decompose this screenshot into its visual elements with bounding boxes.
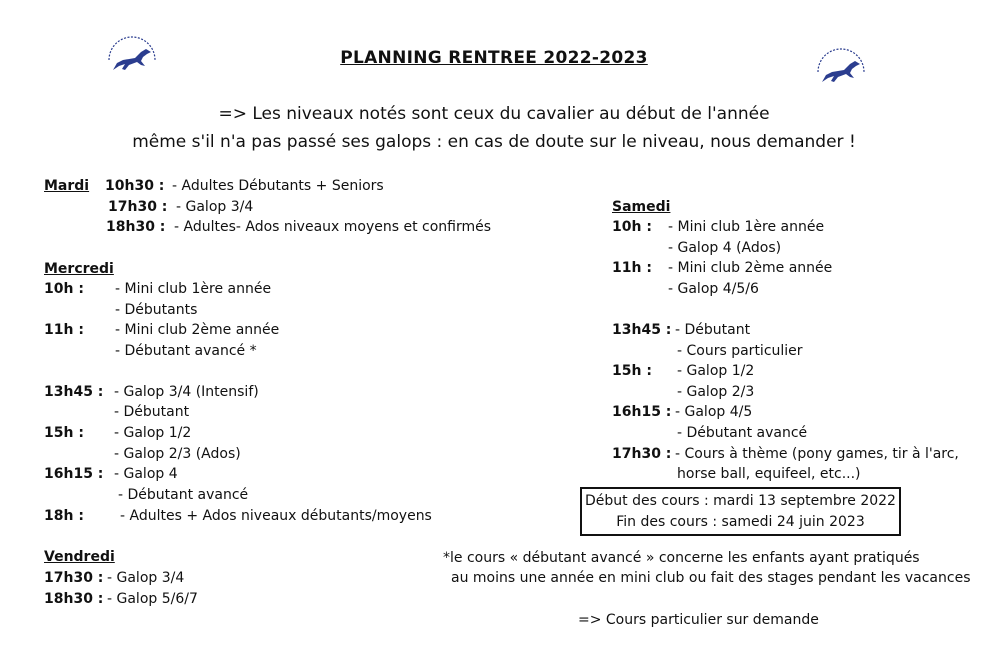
private-lesson-note: => Cours particulier sur demande <box>578 612 819 628</box>
slot-item: - Galop 5/6/7 <box>107 591 198 607</box>
footnote-line-1: *le cours « débutant avancé » concerne les enfants ayant pratiqués <box>443 550 920 566</box>
course-dates-box <box>580 487 901 536</box>
slot-item: - Galop 2/3 <box>677 384 755 400</box>
slot-time: 17h30 : <box>108 199 168 215</box>
slot-time: 13h45 : <box>612 322 672 338</box>
slot-item: - Mini club 1ère année <box>115 281 272 297</box>
slot-time: 16h15 : <box>612 404 672 420</box>
course-end-date: Fin des cours : samedi 24 juin 2023 <box>616 513 865 530</box>
slot-time: 18h : <box>44 508 84 524</box>
slot-item: - Adultes Débutants + Seniors <box>172 178 384 194</box>
slot-item: - Galop 1/2 <box>677 363 755 379</box>
day-heading-samedi: Samedi <box>612 199 671 215</box>
day-heading-mercredi: Mercredi <box>44 261 114 277</box>
slot-time: 13h45 : <box>44 384 104 400</box>
slot-item: - Galop 3/4 <box>176 199 254 215</box>
slot-time: 17h30 : <box>612 446 672 462</box>
slot-item: - Galop 4/5/6 <box>668 281 759 297</box>
slot-time: 18h30 : <box>44 591 104 607</box>
slot-time: 11h : <box>44 322 84 338</box>
slot-item: - Galop 4 <box>114 466 178 482</box>
slot-time: 15h : <box>612 363 652 379</box>
slot-item: - Débutant <box>114 404 190 420</box>
slot-item: - Galop 2/3 (Ados) <box>114 446 241 462</box>
slot-item: - Mini club 2ème année <box>668 260 833 276</box>
slot-item: - Cours particulier <box>677 343 803 359</box>
slot-item: - Adultes- Ados niveaux moyens et confirmés <box>174 219 492 235</box>
slot-time: 11h : <box>612 260 652 276</box>
slot-time: 15h : <box>44 425 84 441</box>
slot-time: 17h30 : <box>44 570 104 586</box>
slot-time: 10h : <box>44 281 84 297</box>
slot-item: - Adultes + Ados niveaux débutants/moyens <box>120 508 432 524</box>
slot-item: - Mini club 2ème année <box>115 322 280 338</box>
slot-time: 18h30 : <box>106 219 166 235</box>
slot-time: 10h : <box>612 219 652 235</box>
slot-item: - Débutant avancé <box>677 425 808 441</box>
footnote-line-2: au moins une année en mini club ou fait des stages pendant les vacances <box>451 570 971 586</box>
slot-item: - Galop 4 (Ados) <box>668 240 782 256</box>
slot-item: horse ball, equifeel, etc...) <box>677 466 861 482</box>
slot-item: - Cours à thème (pony games, tir à l'arc, <box>675 446 959 462</box>
day-heading-mardi: Mardi <box>44 178 90 194</box>
slot-time: 10h30 : <box>105 178 165 194</box>
intro-line-2: même s'il n'a pas passé ses galops : en cas de doute sur le niveau, nous demander ! <box>132 132 856 152</box>
slot-item: - Débutant avancé <box>118 487 249 503</box>
slot-item: - Galop 1/2 <box>114 425 192 441</box>
day-heading-vendredi: Vendredi <box>44 549 115 565</box>
slot-item: - Galop 3/4 (Intensif) <box>114 384 259 400</box>
slot-item: - Débutants <box>115 302 198 318</box>
slot-time: 16h15 : <box>44 466 104 482</box>
slot-item: - Galop 3/4 <box>107 570 185 586</box>
slot-item: - Débutant avancé * <box>115 343 257 359</box>
intro-line-1: => Les niveaux notés sont ceux du cavalier au début de l'année <box>218 104 770 124</box>
slot-item: - Mini club 1ère année <box>668 219 825 235</box>
slot-item: - Galop 4/5 <box>675 404 753 420</box>
page-title: PLANNING RENTREE 2022-2023 <box>340 48 648 68</box>
slot-item: - Débutant <box>675 322 751 338</box>
course-start-date: Début des cours : mardi 13 septembre 2022 <box>585 493 896 509</box>
